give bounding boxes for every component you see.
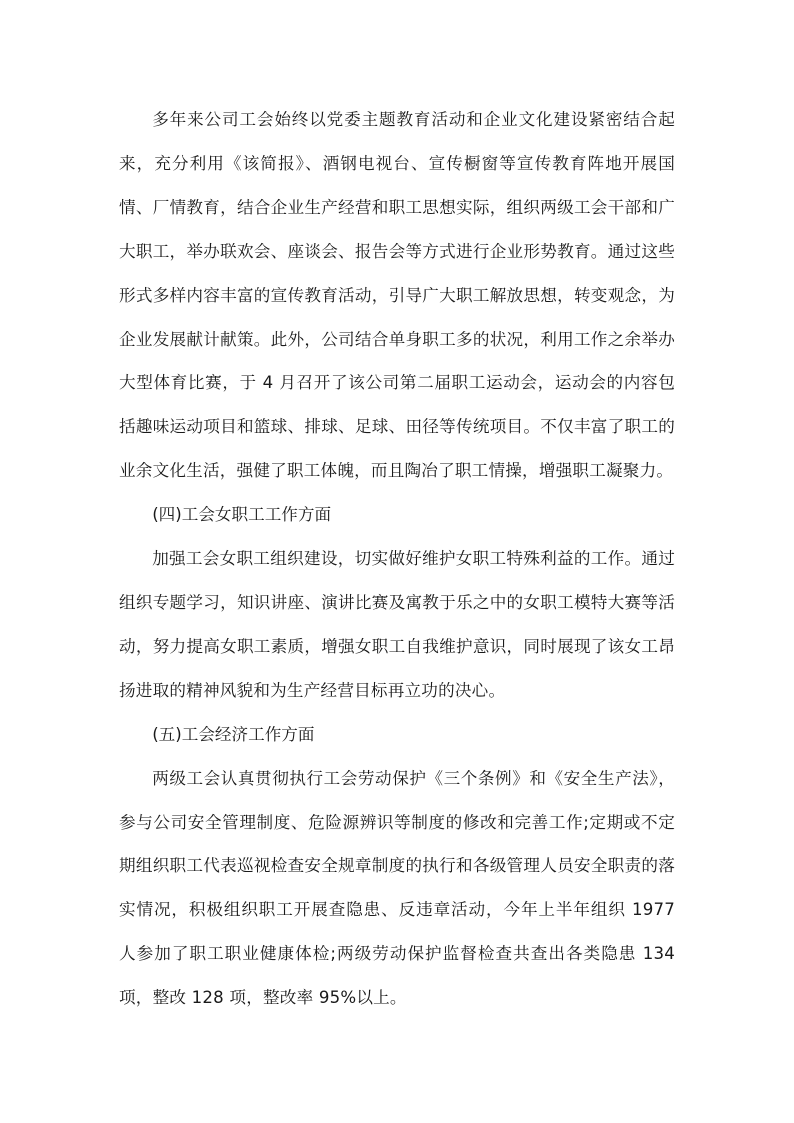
paragraph-publicity-education: 多年来公司工会始终以党委主题教育活动和企业文化建设紧密结合起来，充分利用《该简报》、酒钢电视台、宣传橱窗等宣传教育阵地开展国情、厂情教育，结合企业生产经营和职工思想实际，组织两级工会干部和广大职工，举办联欢会、座谈会、报告会等方式进行企业形势教育。通过这些形式多样内容丰富的宣传教育活动，引导广大职工解放思想，转变观念，为企业发展献计献策。此外，公司结合单身职工多的状况，利用工作之余举办大型体育比赛，于 4 月召开了该公司第二届职工运动会，运动会的内容包括趣味运动项目和篮球、排球、足球、田径等传统项目。不仅丰富了职工的业余文化生活，强健了职工体魄，而且陶冶了职工情操，增强职工凝聚力。 bbox=[119, 110, 675, 481]
section-heading-female-workers: (四)工会女职工工作方面 bbox=[152, 505, 332, 525]
document-body bbox=[119, 98, 675, 1020]
section-heading-economic-work: (五)工会经济工作方面 bbox=[152, 724, 315, 744]
paragraph-female-workers: 加强工会女职工组织建设，切实做好维护女职工特殊利益的工作。通过组织专题学习，知识讲座、演讲比赛及寓教于乐之中的女职工模特大赛等活动，努力提高女职工素质，增强女职工自我维护意识，同时展现了该女工昂扬进取的精神风貌和为生产经营目标再立功的决心。 bbox=[119, 549, 675, 700]
paragraph-labor-protection: 两级工会认真贯彻执行工会劳动保护《三个条例》和《安全生产法》，参与公司安全管理制度、危险源辨识等制度的修改和完善工作;定期或不定期组织职工代表巡视检查安全规章制度的执行和各级管理人员安全职责的落实情况，积极组织职工开展查隐患、反违章活动，今年上半年组织 1977 人参加了职工职业健康体检;两级劳动保护监督检查共查出各类隐患 134 项，整改 128 项，整改率 95%以上。 bbox=[119, 768, 675, 1008]
